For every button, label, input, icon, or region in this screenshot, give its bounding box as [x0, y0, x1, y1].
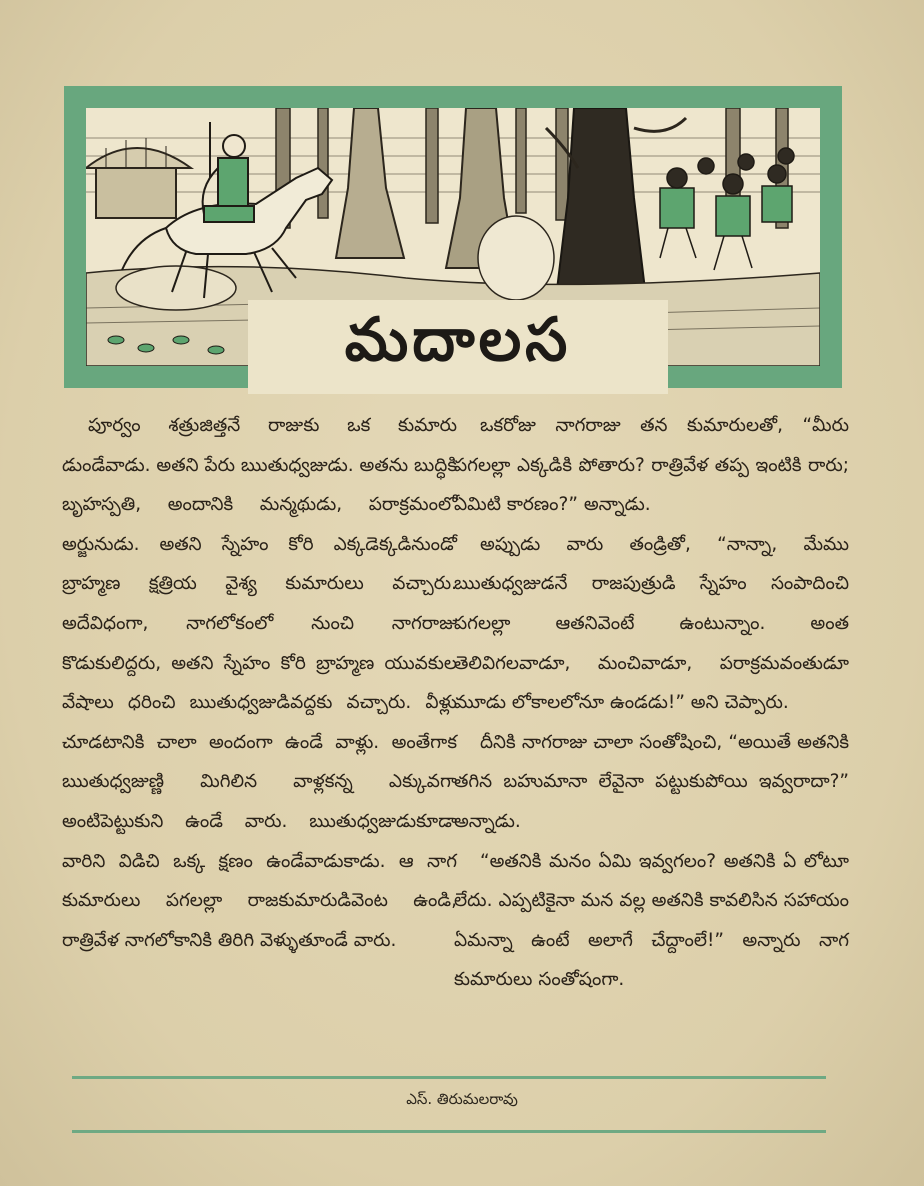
- paragraph: దీనికి నాగరాజు చాలా సంతోషించి, “అయితే అతనికి తగిన బహుమానా లేవైనా పట్టుకుపోయి ఇవ్వరాదా?” అన్నాడు.: [454, 731, 849, 832]
- story-title: మదాలస: [344, 305, 572, 375]
- paragraph: అప్పుడు వారు తండ్రితో, “నాన్నా, మేము ఋతుధ్వజుడనే రాజపుత్రుడి స్నేహం సంపాదించి పగలల్లా ఆతనివెంటే ఉంటున్నాం. అంత తెలివిగలవాడూ, మంచివాడూ, పరాక్రమవంతుడూ మూడు లోకాలలోనూ ఉండడు!” అని చెప్పారు.: [454, 533, 849, 714]
- footer-rule-bottom: [72, 1130, 826, 1133]
- paragraph: ఒకరోజు నాగరాజు తన కుమారులతో, “మీరు పగలల్లా ఎక్కడికి పోతారు? రాత్రివేళ తప్ప ఇంటికి రారు; ఏమిటి కారణం?” అన్నాడు.: [454, 415, 849, 516]
- author-credit: ఎస్. తిరుమలరావు: [406, 1090, 518, 1108]
- story-title-plate: [248, 300, 668, 394]
- paragraph: పూర్వం శత్రుజిత్తనే రాజుకు ఒక కుమారు డుండేవాడు. అతని పేరు ఋతుధ్వజుడు. అతను బుద్ధికి బృహస్పతి, అందానికి మన్మథుడు, పరాక్రమంలో అర్జునుడు. అతని స్నేహం కోరి ఎక్కడెక్కడినుండో బ్రాహ్మణ క్షత్రియ వైశ్య కుమారులు వచ్చారు. అదేవిధంగా, నాగలోకంలో నుంచి నాగరాజు కొడుకులిద్దరు, అతని స్నేహం కోరి బ్రాహ్మణ యువకుల వేషాలు ధరించి ఋతుధ్వజుడివద్దకు వచ్చారు. వీళ్లు చూడటానికి చాలా అందంగా ఉండే వాళ్లు. అంతేగాక ఋతుధ్వజుణ్ణి మిగిలిన వాళ్లకన్న ఎక్కువగా అంటిపెట్టుకుని ఉండే వారు. ఋతుధ్వజుడుకూడా వారిని విడిచి ఒక్క క్షణం ఉండేవాడుకాడు. ఆ నాగ కుమారులు పగలల్లా రాజకుమారుడివెంట ఉండి, రాత్రివేళ నాగలోకానికి తిరిగి వెళ్ళుతూండే వారు.: [62, 415, 457, 951]
- left-column: [62, 406, 457, 960]
- right-column: [454, 406, 849, 1000]
- paragraph: “అతనికి మనం ఏమి ఇవ్వగలం? అతనికి ఏ లోటూ లేదు. ఎప్పటికైనా మన వల్ల అతనికి కావలిసిన సహాయం ఏమన్నా ఉంటే అలాగే చేద్దాంలే!” అన్నారు నాగ కుమారులు సంతోషంగా.: [454, 850, 849, 991]
- footer-rule-top: [72, 1076, 826, 1079]
